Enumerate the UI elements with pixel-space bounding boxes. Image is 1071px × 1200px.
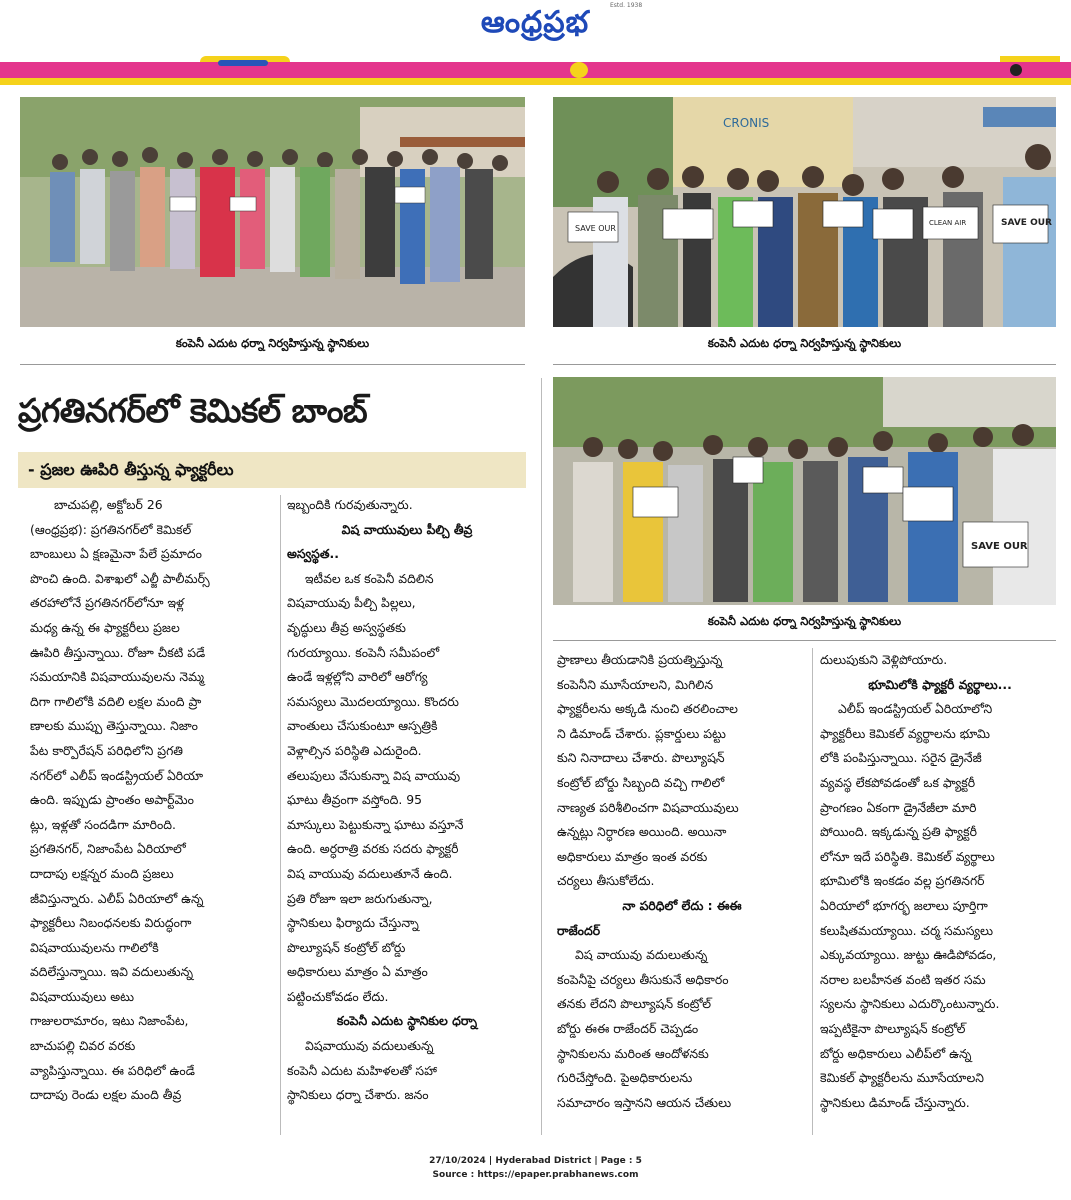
body-line: చర్యలు తీసుకోలేదు. — [557, 873, 655, 889]
body-line: ఉంది. అర్ధరాత్రి వరకు సదరు ఫ్యాక్టరీ — [287, 841, 459, 857]
page-footer-source: Source : https://epaper.prabhanews.com — [432, 1170, 639, 1180]
body-line: తరహాలోనే ప్రగతినగర్‌లోనూ ఇళ్ల — [30, 595, 185, 611]
body-line: దులుపుకుని వెళ్లిపోయారు. — [820, 652, 948, 667]
body-line: వృద్ధులు తీవ్ర అస్వస్థతకు — [287, 619, 406, 635]
body-line: వదిలేస్తున్నాయి. ఇవి వదులుతున్న — [30, 964, 194, 980]
masthead-dark-dot — [1010, 64, 1022, 76]
body-line: కుని నినాదాలు చేశారు. పొల్యూషన్ — [557, 750, 725, 766]
body-line: తలుపులు వేసుకున్నా విష వాయువు — [287, 767, 461, 783]
body-line: బాంబులు ఏ క్షణమైనా పేలే ప్రమాదం — [30, 546, 202, 562]
body-line: బోర్డు అధికారులు ఎలీప్‌లో ఉన్న — [820, 1045, 972, 1061]
body-line: ణాలకు ముప్పు తెస్తున్నాయి. నిజాం — [30, 718, 198, 734]
body-line: వాంతులు చేసుకుంటూ ఆస్పత్రికి — [287, 718, 438, 734]
body-line: సమస్యలు మొదలయ్యాయి. కొందరు — [287, 693, 459, 709]
body-line: విషవాయువులు అటు — [30, 988, 134, 1004]
column-divider — [541, 378, 542, 1135]
body-line: గురయ్యాయి. కంపెనీ సమీపంలో — [287, 644, 440, 660]
body-line: విష వాయువు వదులుతున్న — [575, 947, 708, 963]
body-line: ప్రాణాలు తీయడానికి ప్రయత్నిస్తున్న — [557, 652, 723, 667]
body-line: విషవాయువు వదులుతున్న — [305, 1038, 434, 1054]
body-line: నరాల బలహీనత వంటి ఇతర సమ — [820, 971, 986, 987]
body-line: స్థానికులు ఫిర్యాదు చేస్తున్నా — [287, 915, 419, 931]
photo-2-caption: కంపెనీ ఎదుట ధర్నా నిర్వహిస్తున్న స్థానికులు — [707, 336, 902, 350]
body-line: కంపెనీ ఎదుట మహిళలతో సహా — [287, 1062, 437, 1078]
photo-3-caption: కంపెనీ ఎదుట ధర్నా నిర్వహిస్తున్న స్థానికులు — [707, 614, 902, 628]
protest-photo-3 — [553, 377, 1056, 605]
body-line: ఇటీవల ఒక కంపెనీ వదిలిన — [305, 570, 434, 586]
masthead-yellow-dot — [570, 62, 588, 78]
svg-text:CLEAN AIR: CLEAN AIR — [929, 219, 967, 227]
newspaper-logo: ఆంధ్రప్రభ — [480, 5, 590, 40]
photo-3-rule — [553, 640, 1056, 641]
body-line: విష వాయువు వదులుతూనే ఉంది. — [287, 865, 453, 881]
body-line: (ఆంధ్రప్రభ): ప్రగతినగర్‌లో కెమికల్ — [30, 521, 192, 537]
section-subheading: రాజేందర్ — [557, 922, 601, 938]
logo-established: Estd. 1938 — [610, 2, 643, 9]
dateline: బాచుపల్లి, అక్టోబర్ 26 — [54, 497, 163, 512]
article-subhead: - ప్రజల ఊపిరి తీస్తున్న ఫ్యాక్టరీలు — [28, 460, 234, 479]
protest-photo-2 — [553, 97, 1056, 327]
body-line: జీవిస్తున్నారు. ఎలీప్ ఏరియాలో ఉన్న — [30, 890, 204, 906]
body-line: మాస్కులు పెట్టుకున్నా ఘాటు వస్తూనే — [287, 816, 464, 832]
body-line: కంపెనీని మూసేయాలని, మిగిలిన — [557, 676, 714, 692]
body-line: నాణ్యత పరిశీలించగా విషవాయువులు — [557, 799, 739, 815]
body-line: స్థానికులు డిమాండ్ చేస్తున్నారు. — [820, 1094, 970, 1110]
body-line: పట్టించుకోవడం లేదు. — [287, 988, 389, 1004]
body-line: ని డిమాండ్ చేశారు. ప్లకార్డులు పట్టు — [557, 725, 726, 741]
column-divider — [280, 495, 281, 1135]
body-line: కంపెనీపై చర్యలు తీసుకునే అధికారం — [557, 971, 729, 987]
section-subheading: భూమిలోకి ఫ్యాక్టరీ వ్యర్థాలు... — [868, 676, 1012, 692]
body-line: పేట కార్పొరేషన్ పరిధిలోని ప్రగతి — [30, 742, 183, 758]
body-line: ఎక్కువయ్యాయి. జుట్టు ఊడిపోవడం, — [820, 947, 997, 963]
body-line: భూమిలోకి ఇంకడం వల్ల ప్రగతినగర్ — [820, 873, 985, 889]
body-line: దాదాపు లక్షన్నర మంది ప్రజలు — [30, 865, 174, 881]
article-column-1 — [30, 493, 275, 1108]
body-line: ఉంది. ఇప్పుడు ప్రాంతం అపార్ట్‌మెం — [30, 792, 194, 808]
body-line: ఫ్యాక్టరీలు కెమికల్ వ్యర్థాలను భూమి — [820, 725, 991, 741]
body-line: ఫ్యాక్టరీలు నిబంధనలకు విరుద్ధంగా — [30, 915, 192, 931]
column-divider — [812, 648, 813, 1135]
body-line: విషవాయువు పీల్చి పిల్లలు, — [287, 595, 416, 611]
body-line: వ్యాపిస్తున్నాయి. ఈ పరిధిలో ఉండే — [30, 1062, 195, 1078]
body-line: సమాచారం ఇస్తానని ఆయన చేతులు — [557, 1094, 732, 1110]
body-line: లోకి పంపిస్తున్నాయి. సరైన డ్రైనేజీ — [820, 750, 982, 766]
page-footer-date: 27/10/2024 | Hyderabad District | Page : 5 — [429, 1156, 642, 1166]
photo-1-rule — [20, 364, 525, 365]
body-line: దాదాపు రెండు లక్షల మంది తీవ్ర — [30, 1087, 182, 1103]
photo-1-caption: కంపెనీ ఎదుట ధర్నా నిర్వహిస్తున్న స్థానికులు — [175, 336, 370, 350]
svg-text:SAVE OUR: SAVE OUR — [1001, 218, 1052, 228]
body-line: ప్రతి రోజూ ఇలా జరుగుతున్నా, — [287, 890, 433, 906]
body-line: దిగా గాలిలోకి వదిలి లక్షల మంది ప్రా — [30, 693, 202, 709]
masthead-yellow-bar — [0, 78, 1071, 85]
body-line: బోర్డు ఈఈ రాజేందర్ చెప్పడం — [557, 1020, 699, 1036]
body-line: గురిచేస్తోంది. పైఅధికారులను — [557, 1070, 693, 1086]
body-line: పోయింది. ఇక్కడున్న ప్రతి ఫ్యాక్టరీ — [820, 824, 977, 840]
section-subheading: అస్వస్థత.. — [287, 546, 339, 562]
body-line: స్థానికులను మరింత ఆందోళనకు — [557, 1045, 709, 1061]
body-line: ఘాటు తీవ్రంగా వస్తోంది. 95 — [287, 792, 422, 808]
masthead-blue-ornament — [218, 60, 268, 66]
body-line: నగర్‌లో ఎలీప్ ఇండస్ట్రియల్ ఏరియా — [30, 767, 204, 783]
body-line: కలుషితమయ్యాయి. చర్మ సమస్యలు — [820, 922, 994, 938]
body-line: బాచుపల్లి చివర వరకు — [30, 1038, 136, 1054]
body-line: ఉండే ఇళ్లల్లోని వారిలో ఆరోగ్య — [287, 669, 428, 685]
body-line: ఎలీప్ ఇండస్ట్రియల్ ఏరియాలోని — [838, 701, 993, 717]
photo-2-rule — [553, 364, 1056, 365]
body-line: వెళ్లాల్సిన పరిస్థితి ఎదురైంది. — [287, 742, 422, 758]
article-column-4 — [820, 648, 1060, 1115]
body-line: ప్రగతినగర్, నిజాంపేట ఏరియాలో — [30, 841, 186, 857]
protest-photo-1 — [20, 97, 525, 327]
body-line: వ్యవస్థ లేకపోవడంతో ఒక ఫ్యాక్టరీ — [820, 774, 976, 790]
article-column-2 — [287, 493, 527, 1108]
body-line: సమయానికి విషవాయువులను నెమ్మ — [30, 669, 205, 685]
body-line: కంట్రోల్ బోర్డు సిబ్బంది వచ్చి గాలిలో — [557, 774, 725, 790]
body-line: ఇప్పటికైనా పొల్యూషన్ కంట్రోల్ — [820, 1020, 966, 1036]
body-line: పొంచి ఉంది. విశాఖలో ఎల్జీ పాలీమర్స్ — [30, 570, 210, 586]
section-subheading: నా పరిధిలో లేదు : ఈఈ — [622, 897, 742, 913]
body-line: అధికారులు మాత్రం ఏ మాత్రం — [287, 964, 428, 980]
article-column-3 — [557, 648, 807, 1115]
body-line: ట్లు, ఇళ్లతో సందడిగా మారింది. — [30, 816, 176, 832]
body-line: ఇబ్బందికి గురవుతున్నారు. — [287, 497, 413, 512]
body-line: మధ్య ఉన్న ఈ ఫ్యాక్టరీలు ప్రజల — [30, 619, 180, 635]
body-line: ఉన్నట్లు నిర్ధారణ అయింది. అయినా — [557, 824, 727, 840]
body-line: విషవాయువులను గాలిలోకి — [30, 939, 159, 955]
body-line: ఫ్యాక్టరీలను అక్కడి నుంచి తరలించాల — [557, 701, 738, 717]
body-line: స్థానికులు ధర్నా చేశారు. జనం — [287, 1087, 429, 1103]
svg-text:SAVE OUR: SAVE OUR — [575, 224, 616, 233]
article-headline: ప్రగతినగర్‌లో కెమికల్ బాంబ్ — [18, 391, 368, 430]
body-line: కెమికల్ ఫ్యాక్టరీలను మూసేయాలని — [820, 1070, 984, 1086]
body-line: లోనూ ఇదే పరిస్థితి. కెమికల్ వ్యర్థాలు — [820, 848, 995, 864]
body-line: ఊపిరి తీస్తున్నాయి. రోజూ చీకటి పడే — [30, 644, 206, 660]
body-line: ఏరియాలో భూగర్భ జలాలు పూర్తిగా — [820, 897, 988, 913]
body-line: తనకు లేదని పొల్యూషన్ కంట్రోల్ — [557, 996, 711, 1012]
masthead-pink-bar — [0, 62, 1071, 78]
body-line: గాజులరామారం, ఇటు నిజాంపేట, — [30, 1013, 189, 1029]
svg-text:CRONIS: CRONIS — [723, 116, 770, 130]
svg-text:SAVE OUR: SAVE OUR — [971, 541, 1028, 552]
section-subheading: విష వాయువులు పీల్చి తీవ్ర — [341, 521, 473, 537]
body-line: ప్రాంగణం ఏకంగా డ్రైనేజీలా మారి — [820, 799, 977, 815]
body-line: అధికారులు మాత్రం ఇంత వరకు — [557, 848, 708, 864]
body-line: పొల్యూషన్ కంట్రోల్ బోర్డు — [287, 939, 406, 955]
body-line: స్యలను స్థానికులు ఎదుర్కొంటున్నారు. — [820, 996, 1000, 1012]
section-subheading: కంపెనీ ఎదుట స్థానికుల ధర్నా — [336, 1013, 478, 1029]
